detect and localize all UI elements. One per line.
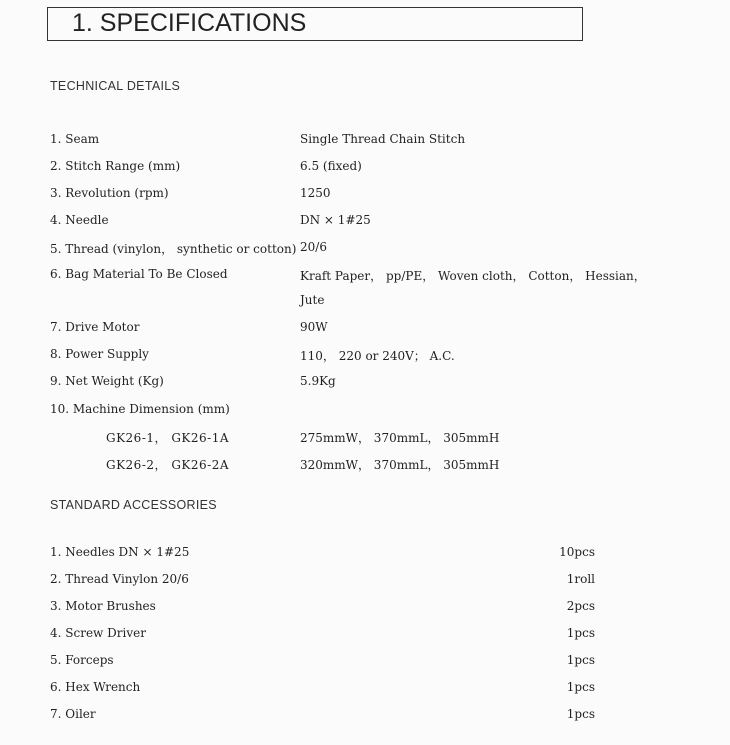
spec-row xyxy=(50,240,600,258)
spec-row xyxy=(50,293,600,311)
page-title: 1. SPECIFICATIONS xyxy=(72,9,307,37)
spec-row xyxy=(50,186,600,204)
spec-label: 8. Power Supply xyxy=(50,347,149,361)
spec-value: 1250 xyxy=(300,186,331,200)
accessory-label: 1. Needles DN × 1#25 xyxy=(50,545,190,559)
accessory-label: 7. Oiler xyxy=(50,707,96,721)
spec-row xyxy=(50,347,600,365)
accessory-row xyxy=(50,680,600,698)
spec-value: DN × 1#25 xyxy=(300,213,371,227)
accessory-qty: 1pcs xyxy=(566,626,595,640)
accessory-qty: 1pcs xyxy=(566,653,595,667)
accessory-qty: 1roll xyxy=(566,572,595,586)
spec-row xyxy=(50,402,600,420)
spec-label: 10. Machine Dimension (mm) xyxy=(50,402,230,416)
spec-row xyxy=(50,456,600,474)
accessory-label: 3. Motor Brushes xyxy=(50,599,156,613)
standard-accessories-heading: STANDARD ACCESSORIES xyxy=(50,498,217,512)
accessory-row xyxy=(50,572,600,590)
spec-value: 320mmW， 370mmL， 305mmH xyxy=(300,458,500,472)
accessory-row xyxy=(50,653,600,671)
spec-row xyxy=(50,374,600,392)
accessory-row xyxy=(50,626,600,644)
accessory-label: 5. Forceps xyxy=(50,653,114,667)
technical-details-heading: TECHNICAL DETAILS xyxy=(50,79,181,93)
accessory-qty: 1pcs xyxy=(566,680,595,694)
spec-value: 20/6 xyxy=(300,240,327,254)
spec-value: 90W xyxy=(300,320,328,334)
spec-row xyxy=(50,320,600,338)
accessory-label: 6. Hex Wrench xyxy=(50,680,141,694)
spec-label: 5. Thread (vinylon， synthetic or cotton) xyxy=(50,242,297,256)
accessory-label: 2. Thread Vinylon 20/6 xyxy=(50,572,189,586)
spec-value: 5.9Kg xyxy=(300,374,336,388)
accessory-qty: 10pcs xyxy=(559,545,595,559)
spec-value: 6.5 (fixed) xyxy=(300,159,362,173)
spec-row xyxy=(50,267,646,285)
accessory-qty: 1pcs xyxy=(566,707,595,721)
accessory-qty: 2pcs xyxy=(566,599,595,613)
spec-label: 3. Revolution (rpm) xyxy=(50,186,169,200)
spec-label: 7. Drive Motor xyxy=(50,320,140,334)
spec-label: 6. Bag Material To Be Closed xyxy=(50,267,228,281)
spec-label: GK26-2， GK26-2A xyxy=(106,458,230,472)
spec-label: GK26-1， GK26-1A xyxy=(106,431,230,445)
spec-row xyxy=(50,132,600,150)
accessory-row xyxy=(50,599,600,617)
accessory-row xyxy=(50,545,600,563)
spec-label: 9. Net Weight (Kg) xyxy=(50,374,164,388)
spec-row xyxy=(50,213,600,231)
accessory-row xyxy=(50,707,600,725)
accessory-label: 4. Screw Driver xyxy=(50,626,146,640)
spec-value: Kraft Paper， pp/PE， Woven cloth， Cotton， Hessian， xyxy=(300,269,646,283)
title-box xyxy=(47,7,583,41)
spec-value: 275mmW， 370mmL， 305mmH xyxy=(300,431,500,445)
spec-label: 2. Stitch Range (mm) xyxy=(50,159,181,173)
spec-label: 1. Seam xyxy=(50,132,100,146)
spec-row xyxy=(50,159,600,177)
spec-row xyxy=(50,429,600,447)
spec-value: Single Thread Chain Stitch xyxy=(300,132,466,146)
spec-label: 4. Needle xyxy=(50,213,109,227)
spec-value: Jute xyxy=(300,293,325,307)
spec-value: 110， 220 or 240V； A.C. xyxy=(300,349,455,363)
